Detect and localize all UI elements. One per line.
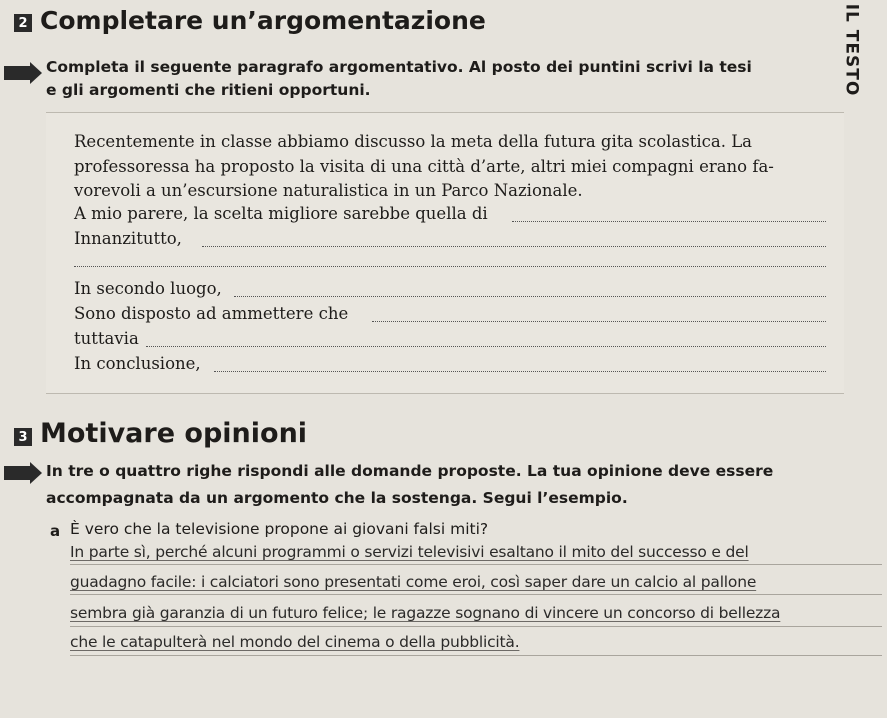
answer-rule (70, 564, 882, 565)
section-instruction (46, 458, 773, 512)
prompt-label: Sono disposto ad ammettere che (74, 304, 349, 323)
fill-in-line[interactable] (372, 321, 826, 322)
paragraph-line: professoressa ha proposto la visita di una città d’arte, altri miei compagni erano fa- (74, 156, 774, 176)
fill-in-line[interactable] (146, 346, 826, 347)
prompt-label: Innanzitutto, (74, 229, 182, 248)
fill-in-line[interactable] (202, 246, 826, 247)
answer-line: sembra già garanzia di un futuro felice; le ragazze sognano di vincere un concorso di bellezza (70, 604, 781, 622)
question-letter: a (50, 522, 61, 540)
prompt-label: A mio parere, la scelta migliore sarebbe quella di (74, 204, 488, 223)
fill-in-line[interactable] (234, 296, 826, 297)
arrow-head-icon (30, 462, 42, 484)
section-title: Motivare opinioni (40, 418, 308, 449)
paragraph-line: Recentemente in classe abbiamo discusso la meta della futura gita scolastica. La (74, 132, 752, 151)
section-title: Completare un’argomentazione (40, 6, 486, 35)
arrow-marker-icon (4, 466, 30, 480)
answer-rule (70, 594, 882, 595)
side-tab (829, 0, 873, 100)
arrow-head-icon (30, 62, 42, 84)
paragraph-line: vorevoli a un’escursione naturalistica in un Parco Nazionale. (74, 181, 583, 200)
arrow-marker-icon (4, 66, 30, 80)
prompt-label: tuttavia (74, 329, 139, 348)
instruction-line: In tre o quattro righe rispondi alle domande proposte. La tua opinione deve essere (46, 462, 774, 480)
section-instruction (46, 56, 752, 102)
section-number: 2 (18, 15, 28, 31)
prompt-label: In conclusione, (74, 354, 201, 373)
answer-rule (70, 655, 882, 656)
side-tab-label: IL TESTO (841, 3, 862, 97)
question-text: È vero che la televisione propone ai giovani falsi miti? (70, 520, 489, 538)
instruction-line: accompagnata da un argomento che la sostenga. Segui l’esempio. (46, 489, 628, 507)
section-number-badge (14, 428, 32, 446)
fill-in-line[interactable] (214, 371, 826, 372)
answer-line: che le catapulterà nel mondo del cinema o della pubblicità. (70, 633, 520, 651)
prompt-label: In secondo luogo, (74, 279, 222, 298)
answer-rule (70, 626, 882, 627)
instruction-line: Completa il seguente paragrafo argomentativo. Al posto dei puntini scrivi la tesi (46, 58, 752, 76)
instruction-line: e gli argomenti che ritieni opportuni. (46, 81, 371, 99)
section-number-badge (14, 14, 32, 32)
section-number: 3 (18, 429, 28, 445)
answer-line: In parte sì, perché alcuni programmi o servizi televisivi esaltano il mito del successo e del (70, 543, 749, 561)
answer-line: guadagno facile: i calciatori sono presentati come eroi, così saper dare un calcio al pallone (70, 573, 757, 591)
fill-in-line[interactable] (512, 221, 826, 222)
fill-in-line[interactable] (74, 266, 826, 267)
exercise-paragraph (74, 130, 834, 204)
